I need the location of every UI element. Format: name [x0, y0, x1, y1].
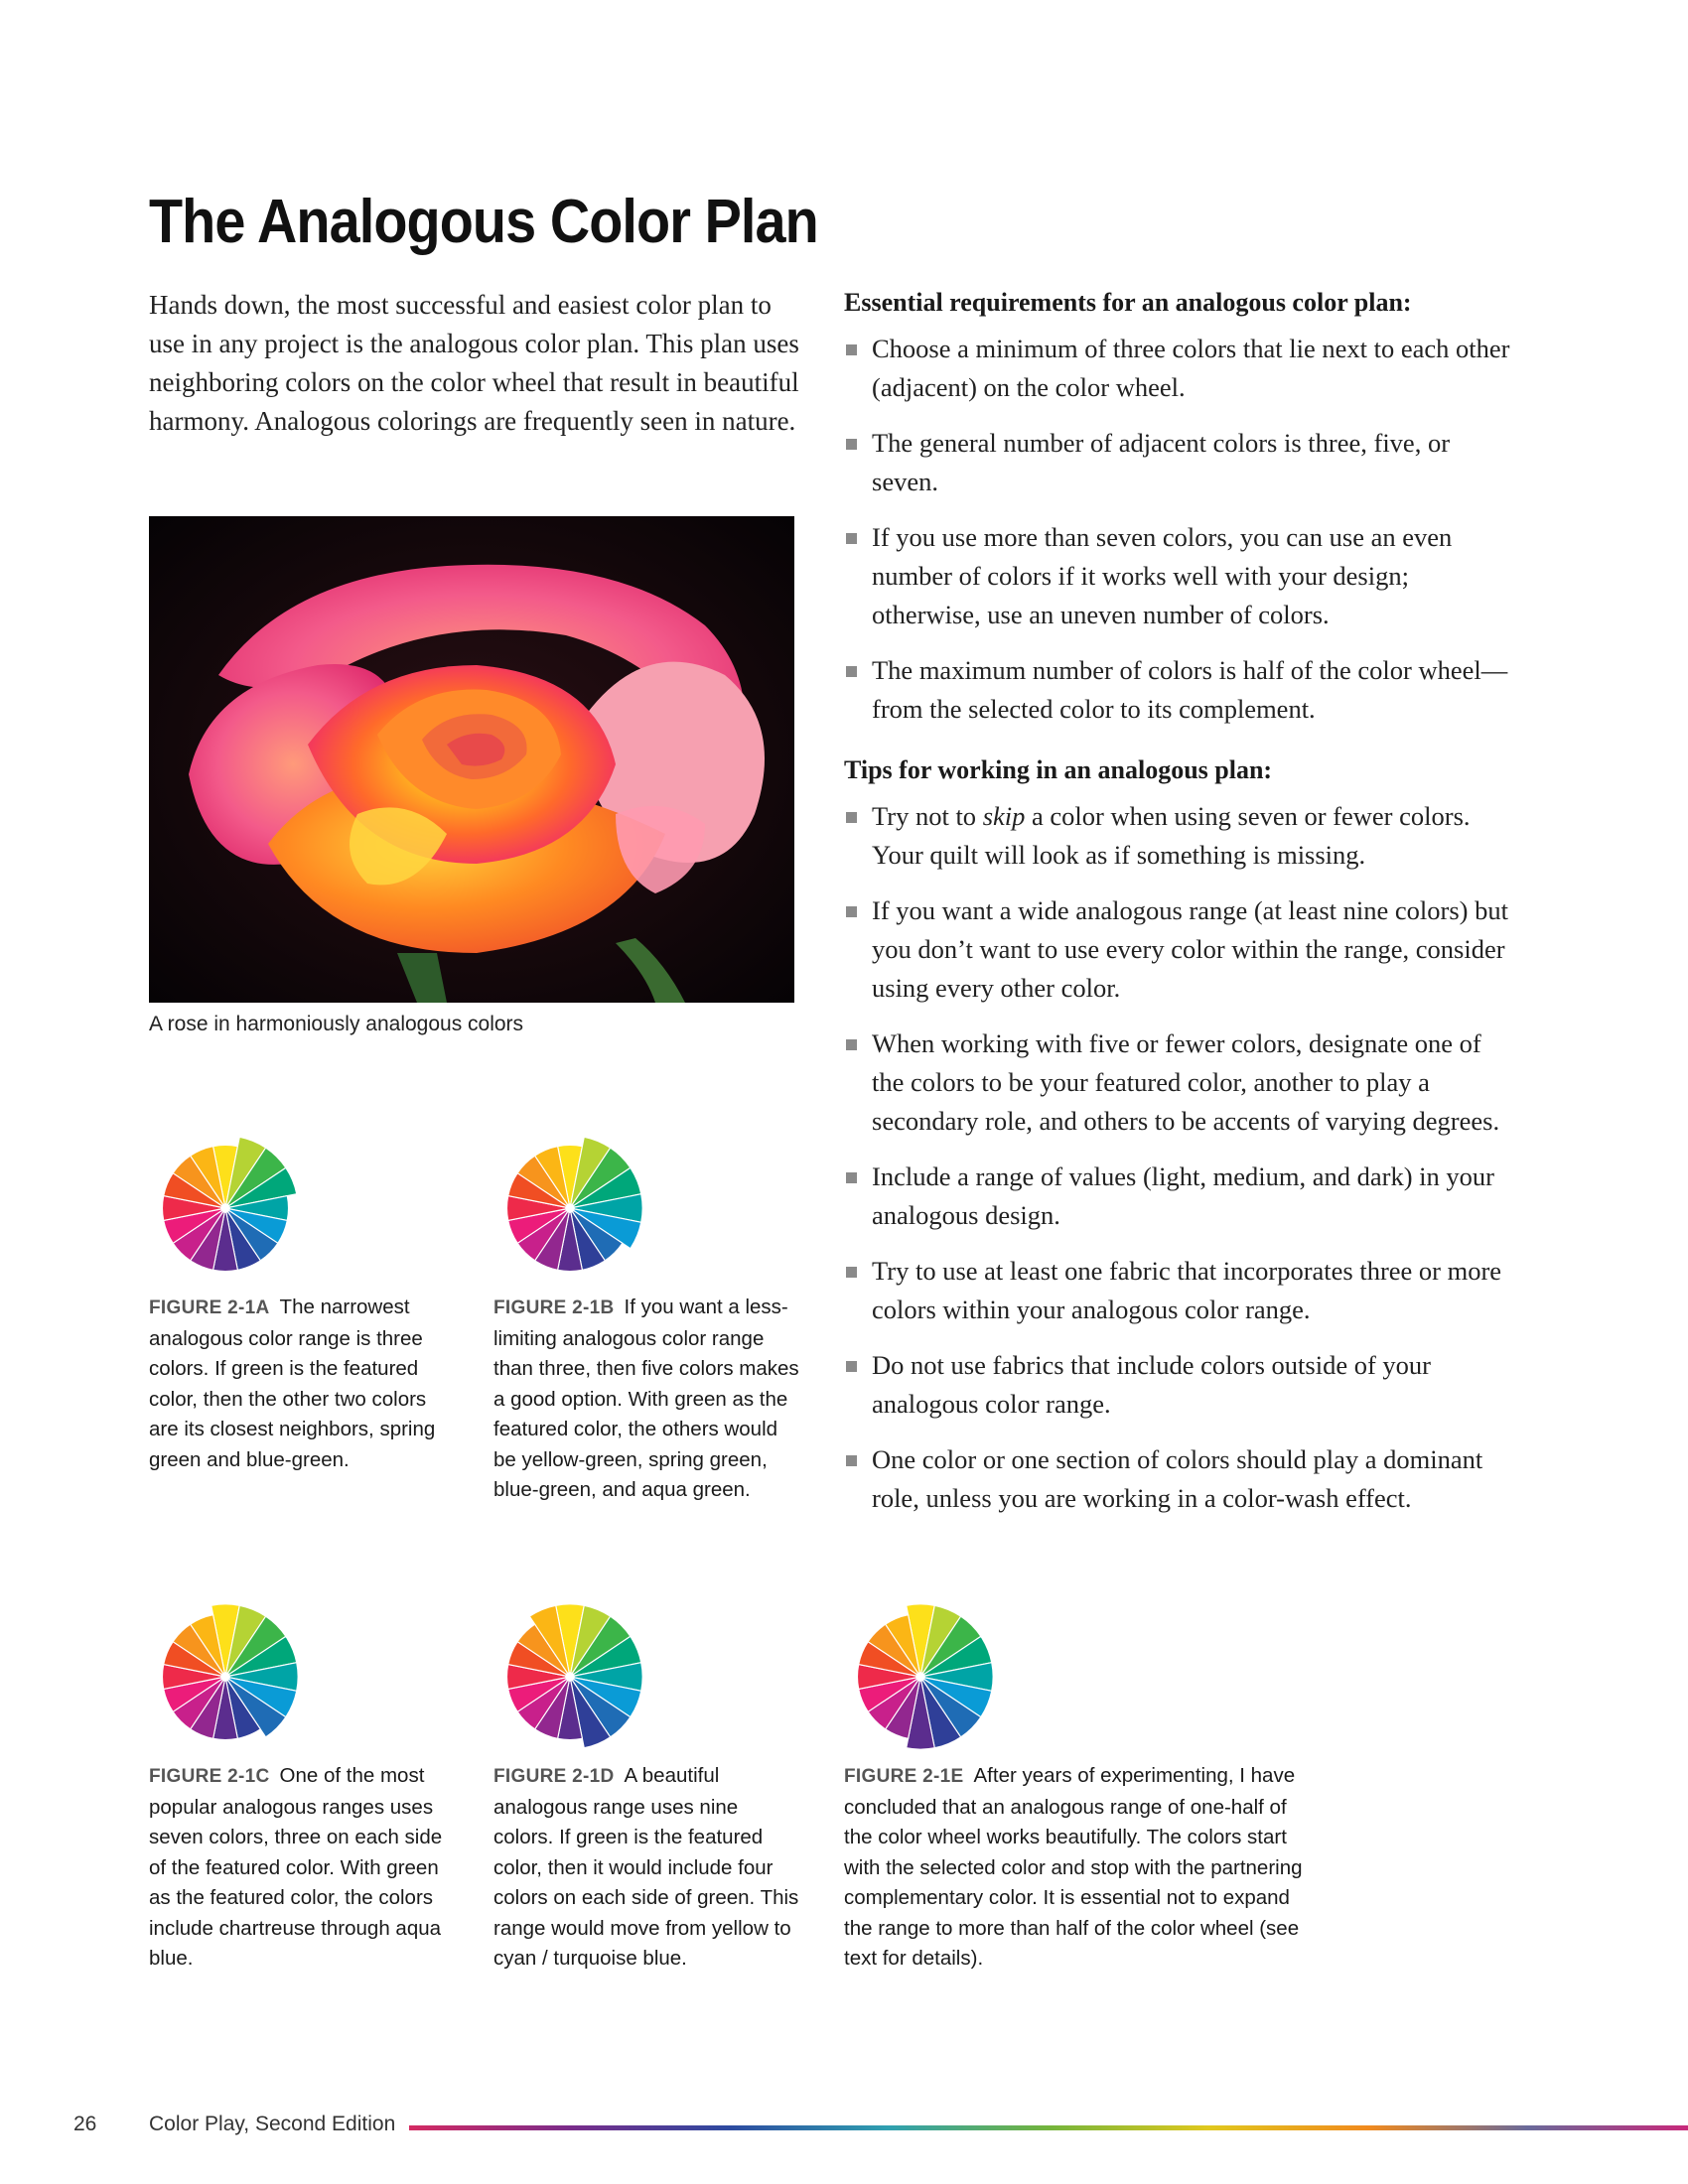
page-number: 26 — [73, 2113, 97, 2135]
list-item: If you use more than seven colors, you can use an even number of colors if it works well with your design; otherwise, use an uneven number of colors. — [844, 518, 1519, 634]
figure-2-1b — [493, 1132, 801, 1506]
square-bullet-icon — [846, 906, 857, 917]
square-bullet-icon — [846, 439, 857, 450]
figure-label: FIGURE 2-1B — [493, 1297, 615, 1318]
intro-paragraph: Hands down, the most successful and easiest color plan to use in any project is the analogous color plan. This plan uses neighboring colors on the color wheel that result in beautiful harmony. Analogous colorings are frequently seen in nature. — [149, 290, 799, 436]
figure-caption: One of the most popular analogous ranges uses seven colors, three on each side of the featured color. With green as the featured color, the colors include chartreuse through aqua blue. — [149, 1764, 443, 1970]
rose-photo — [149, 516, 794, 1003]
wheel-center — [565, 1203, 575, 1213]
list-item: Choose a minimum of three colors that lie next to each other (adjacent) on the color wheel. — [844, 330, 1519, 407]
figure-label: FIGURE 2-1E — [844, 1766, 964, 1787]
square-bullet-icon — [846, 1039, 857, 1050]
photo-caption: A rose in harmoniously analogous colors — [149, 1013, 524, 1035]
list-item: One color or one section of colors should play a dominant role, unless you are working in a color-wash effect. — [844, 1440, 1519, 1518]
figure-caption: After years of experimenting, I have concluded that an analogous range of one-half of the color wheel works beautifully. The colors start with the selected color and stop with the partnering complementary color. It is essential not to expand the range to more than half of the color wheel (see text for details). — [844, 1764, 1303, 1970]
list-item: Do not use fabrics that include colors outside of your analogous color range. — [844, 1346, 1519, 1424]
figure-2-1a — [149, 1132, 457, 1475]
footer-rule — [409, 2125, 1688, 2130]
wheel-center — [915, 1672, 925, 1682]
figure-label: FIGURE 2-1A — [149, 1297, 270, 1318]
figure-2-1d — [493, 1600, 801, 1975]
list-item: If you want a wide analogous range (at least nine colors) but you don’t want to use every color within the range, consider using every other color. — [844, 891, 1519, 1008]
color-wheel-icon — [149, 1132, 302, 1285]
list-item: Include a range of values (light, medium, and dark) in your analogous design. — [844, 1158, 1519, 1235]
wheel-center — [220, 1672, 230, 1682]
tips-list — [844, 797, 1519, 1518]
color-wheel-icon — [493, 1600, 646, 1753]
right-column — [844, 288, 1519, 1535]
square-bullet-icon — [846, 1361, 857, 1372]
color-wheel-icon — [149, 1600, 302, 1753]
square-bullet-icon — [846, 812, 857, 823]
list-item: Try not to skip a color when using seven or fewer colors. Your quilt will look as if something is missing. — [844, 797, 1519, 875]
page-title: The Analogous Color Plan — [149, 188, 818, 256]
square-bullet-icon — [846, 344, 857, 355]
requirements-heading: Essential requirements for an analogous color plan: — [844, 288, 1412, 317]
figure-caption: A beautiful analogous range uses nine colors. If green is the featured color, then it would include four colors on each side of green. This range would move from yellow to cyan / turquoise blue. — [493, 1764, 799, 1970]
list-item: When working with five or fewer colors, designate one of the colors to be your featured color, another to play a secondary role, and others to be accents of varying degrees. — [844, 1024, 1519, 1141]
square-bullet-icon — [846, 1455, 857, 1466]
requirements-list — [844, 330, 1519, 729]
list-item: The general number of adjacent colors is three, five, or seven. — [844, 424, 1519, 501]
wheel-center — [220, 1203, 230, 1213]
rose-illustration — [149, 516, 794, 1003]
figure-caption: If you want a less-limiting analogous color range than three, then five colors makes a good option. With green as the featured color, the others would be yellow-green, spring green, blue-green, and aqua green. — [493, 1296, 799, 1501]
square-bullet-icon — [846, 533, 857, 544]
tips-heading: Tips for working in an analogous plan: — [844, 755, 1273, 784]
square-bullet-icon — [846, 666, 857, 677]
color-wheel-icon — [844, 1600, 997, 1753]
list-item: The maximum number of colors is half of the color wheel—from the selected color to its complement. — [844, 651, 1519, 729]
color-wheel-icon — [493, 1132, 646, 1285]
figure-label: FIGURE 2-1D — [493, 1766, 615, 1787]
figure-2-1c — [149, 1600, 457, 1975]
book-title: Color Play, Second Edition — [149, 2113, 396, 2135]
wheel-center — [565, 1672, 575, 1682]
square-bullet-icon — [846, 1172, 857, 1183]
figure-2-1e — [844, 1600, 1311, 1975]
list-item: Try to use at least one fabric that incorporates three or more colors within your analogous color range. — [844, 1252, 1519, 1329]
figure-label: FIGURE 2-1C — [149, 1766, 270, 1787]
figure-caption: The narrowest analogous color range is three colors. If green is the featured color, then the other two colors are its closest neighbors, spring green and blue-green. — [149, 1296, 436, 1471]
square-bullet-icon — [846, 1267, 857, 1278]
